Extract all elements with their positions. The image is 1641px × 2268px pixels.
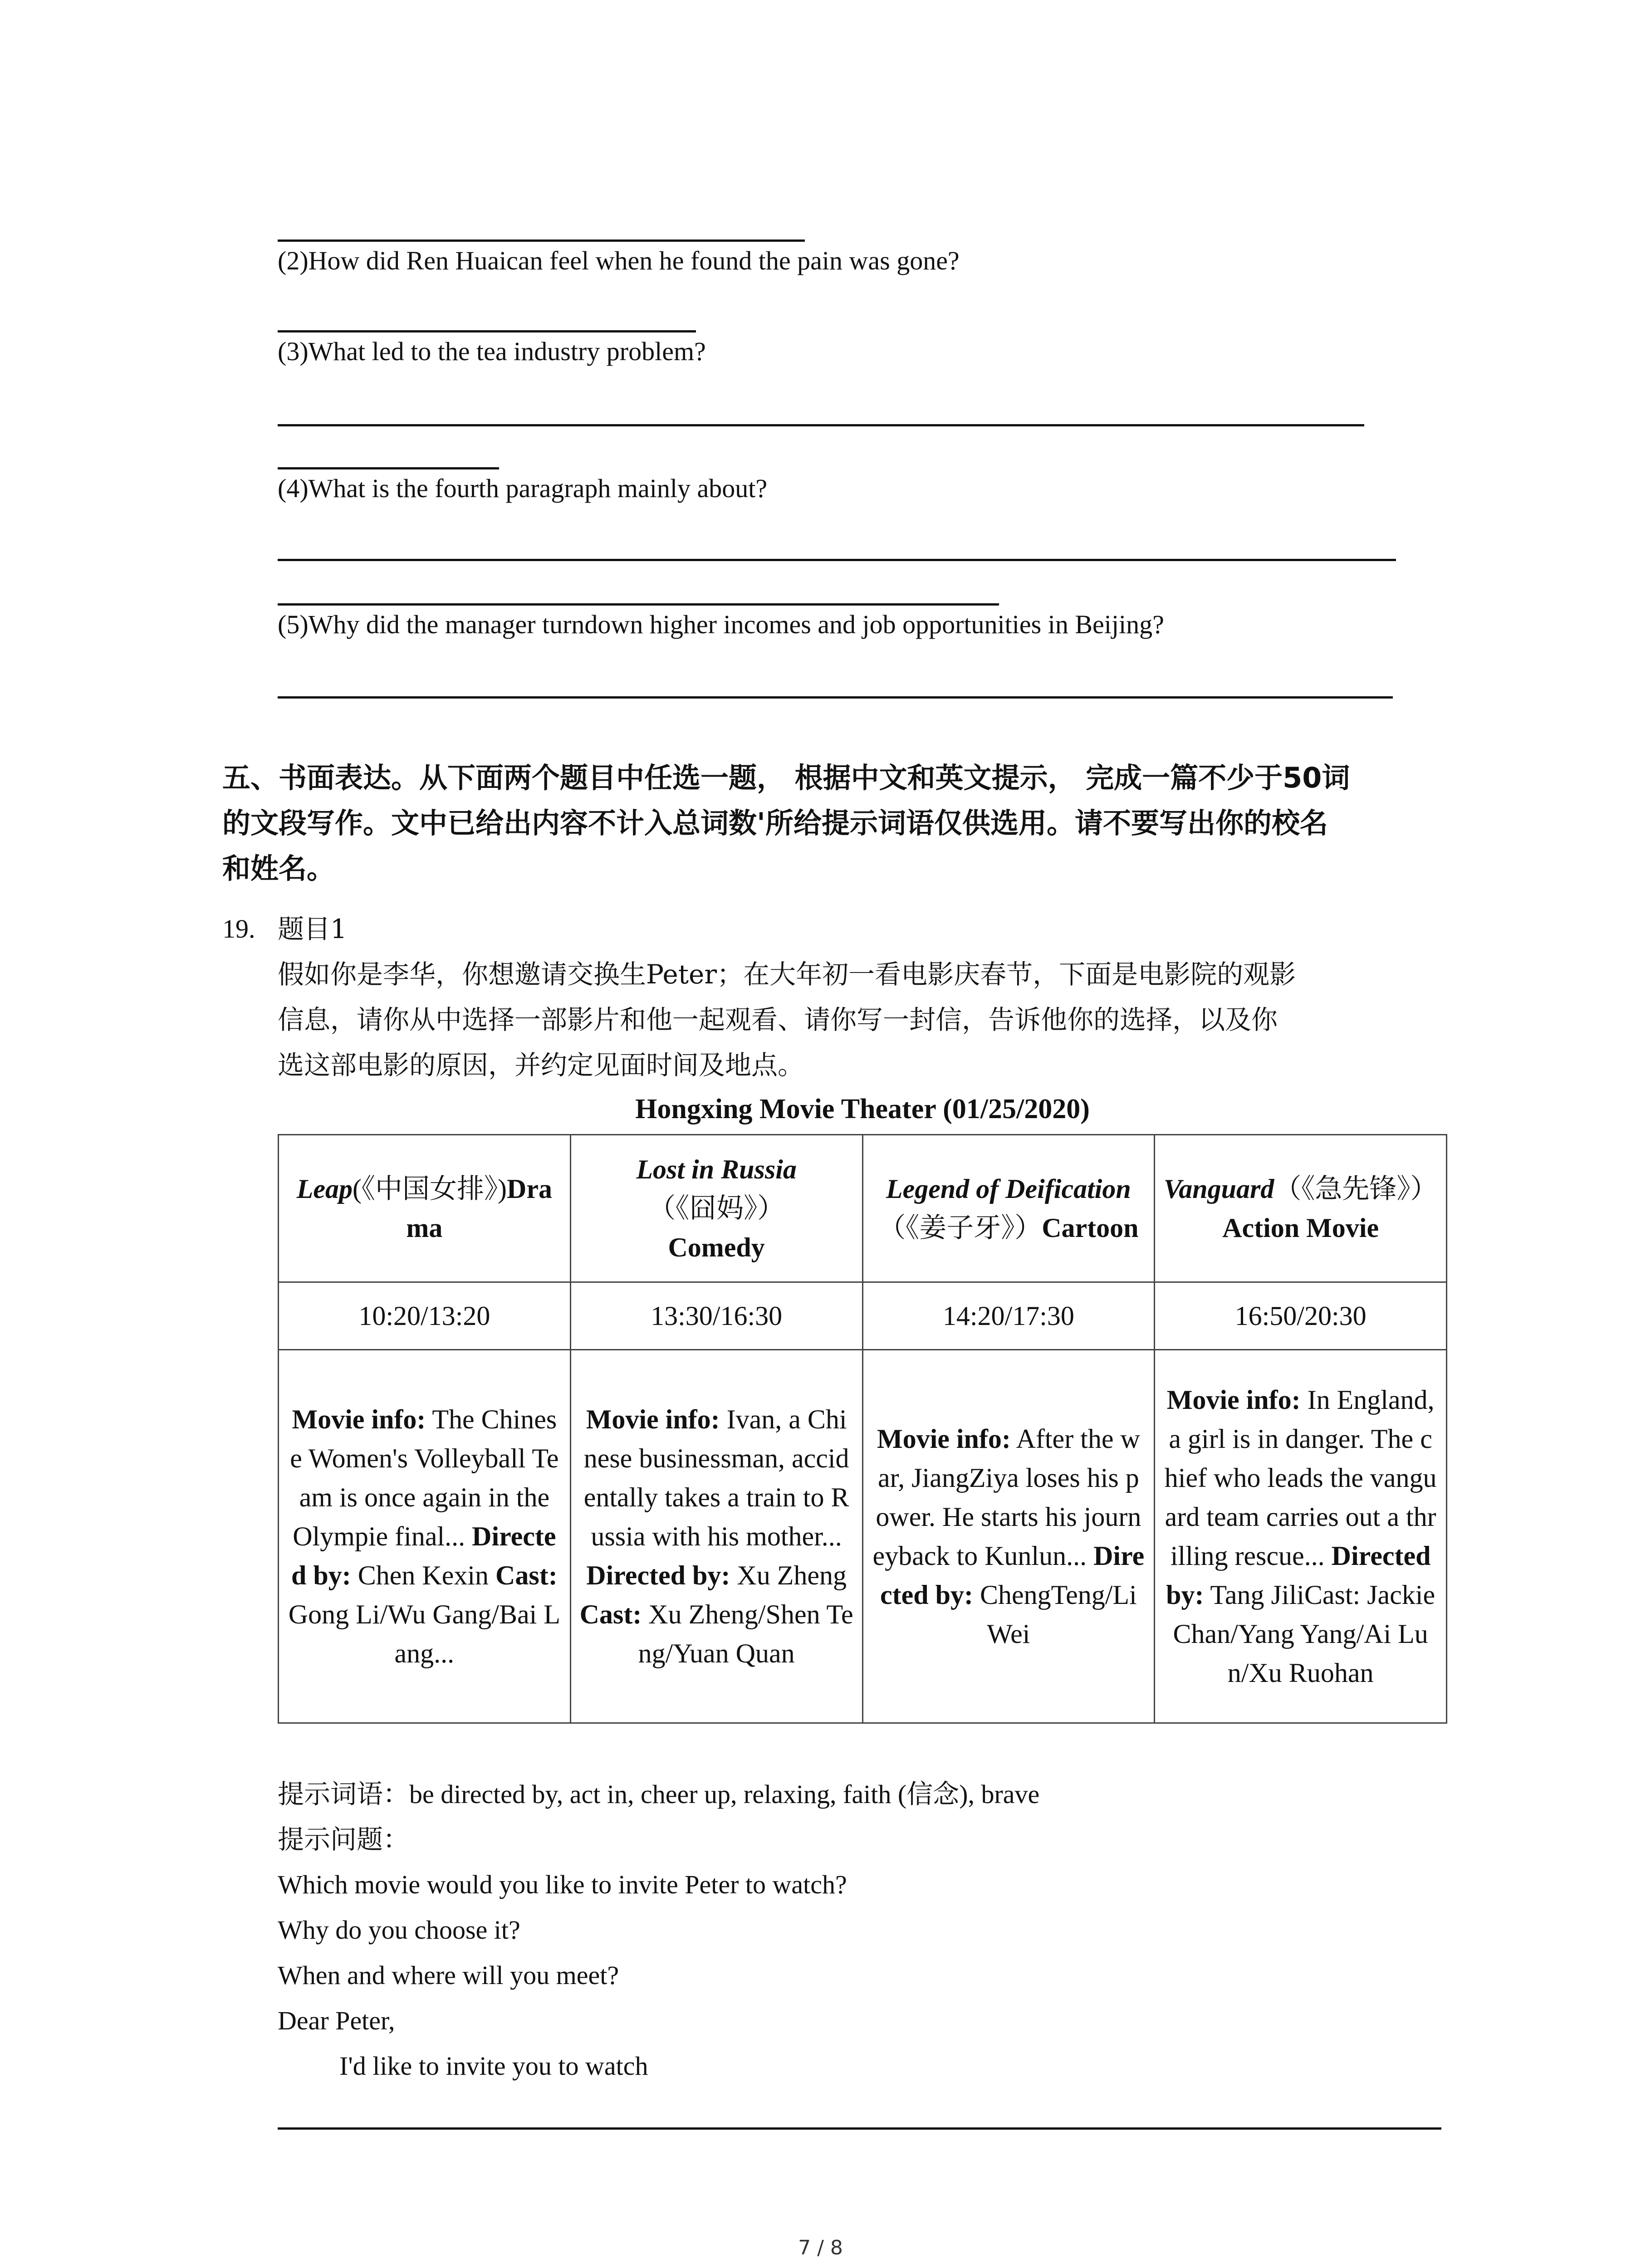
answer-line-5 [278, 559, 1396, 561]
header-vanguard: Vanguard（《急先锋》）Action Movie [1155, 1135, 1447, 1282]
info-leap: Movie info: The Chinese Women's Volleyball Team is once again in the Olympie final... Directed by: Chen Kexin Cast: Gong Li/Wu Gang/Bai Lang... [279, 1350, 571, 1723]
hint-question-3: When and where will you meet? [278, 1960, 619, 1990]
section-heading-line-3: 和姓名。 [222, 852, 335, 885]
letter-answer-line [278, 2127, 1441, 2130]
section-5-heading [222, 755, 1456, 891]
answer-line-6 [278, 603, 999, 606]
hint-question-2: Why do you choose it? [278, 1915, 520, 1945]
hint-question-1: Which movie would you like to invite Peter to watch? [278, 1870, 847, 1899]
answer-line-3 [278, 424, 1364, 426]
info-legend-of-deification: Movie info: After the war, JiangZiya loses his power. He starts his journeyback to Kunlun... Directed by: ChengTeng/Li Wei [862, 1350, 1155, 1723]
item-number: 19. [222, 914, 255, 943]
hint-words-text: be directed by, act in, cheer up, relaxing, faith (信念), brave [409, 1779, 1040, 1809]
times-legend-of-deification: 14:20/17:30 [862, 1282, 1155, 1350]
item-label: 题目1 [278, 914, 347, 944]
info-lost-in-russia: Movie info: Ivan, a Chinese businessman, accidentally takes a train to Russia with his mother... Directed by: Xu Zheng Cast: Xu Zheng/Shen Teng/Yuan Quan [570, 1350, 862, 1723]
question-3: (3)What led to the tea industry problem? [278, 337, 706, 366]
hint-words-label: 提示词语： [278, 1779, 410, 1809]
hint-questions-label: 提示问题： [278, 1824, 410, 1855]
page-number: 7 / 8 [798, 2236, 843, 2259]
header-legend-of-deification: Legend of Deification（《姜子牙》）Cartoon [862, 1135, 1155, 1282]
answer-line-4 [278, 467, 499, 469]
question-4: (4)What is the fourth paragraph mainly about? [278, 474, 768, 503]
times-lost-in-russia: 13:30/16:30 [570, 1282, 862, 1350]
letter-greeting: Dear Peter, [278, 2006, 395, 2035]
header-lost-in-russia: Lost in Russia （《囧妈》） Comedy [570, 1135, 862, 1282]
answer-line-7 [278, 696, 1393, 699]
times-vanguard: 16:50/20:30 [1155, 1282, 1447, 1350]
hint-words [278, 1771, 1039, 1817]
table-info-row [279, 1350, 1447, 1723]
prompt-line-2: 信息，请你从中选择一部影片和他一起观看、请你写一封信，告诉他你的选择，以及你 [278, 1004, 1278, 1035]
letter-opening: I'd like to invite you to watch [339, 2051, 648, 2081]
table-title: Hongxing Movie Theater (01/25/2020) [635, 1094, 1090, 1124]
answer-line-2 [278, 330, 696, 332]
answer-line-1 [278, 240, 805, 242]
question-5: (5)Why did the manager turndown higher incomes and job opportunities in Beijing? [278, 610, 1164, 639]
info-vanguard: Movie info: In England, a girl is in danger. The chief who leads the vanguard team carries out a thrilling rescue... Directed by: Tang JiliCast: Jackie Chan/Yang Yang/Ai Lun/Xu Ruohan [1155, 1350, 1447, 1723]
section-heading-line-2: 的文段写作。文中已给出内容不计入总词数'所给提示词语仅供选用。请不要写出你的校名 [222, 807, 1328, 840]
table-header-row [279, 1135, 1447, 1282]
section-heading-line-1: 五、书面表达。从下面两个题目中任选一题， 根据中文和英文提示， 完成一篇不少于50词 [222, 761, 1350, 794]
times-leap: 10:20/13:20 [279, 1282, 571, 1350]
prompt-line-1: 假如你是李华，你想邀请交换生Peter；在大年初一看电影庆春节，下面是电影院的观影 [278, 959, 1296, 990]
prompt-line-3: 选这部电影的原因，并约定见面时间及地点。 [278, 1050, 804, 1080]
question-2: (2)How did Ren Huaican feel when he found the pain was gone? [278, 246, 960, 275]
movie-table [278, 1134, 1447, 1724]
item-prompt [278, 952, 1457, 1088]
table-times-row [279, 1282, 1447, 1350]
header-leap: Leap(《中国女排》)Drama [279, 1135, 571, 1282]
